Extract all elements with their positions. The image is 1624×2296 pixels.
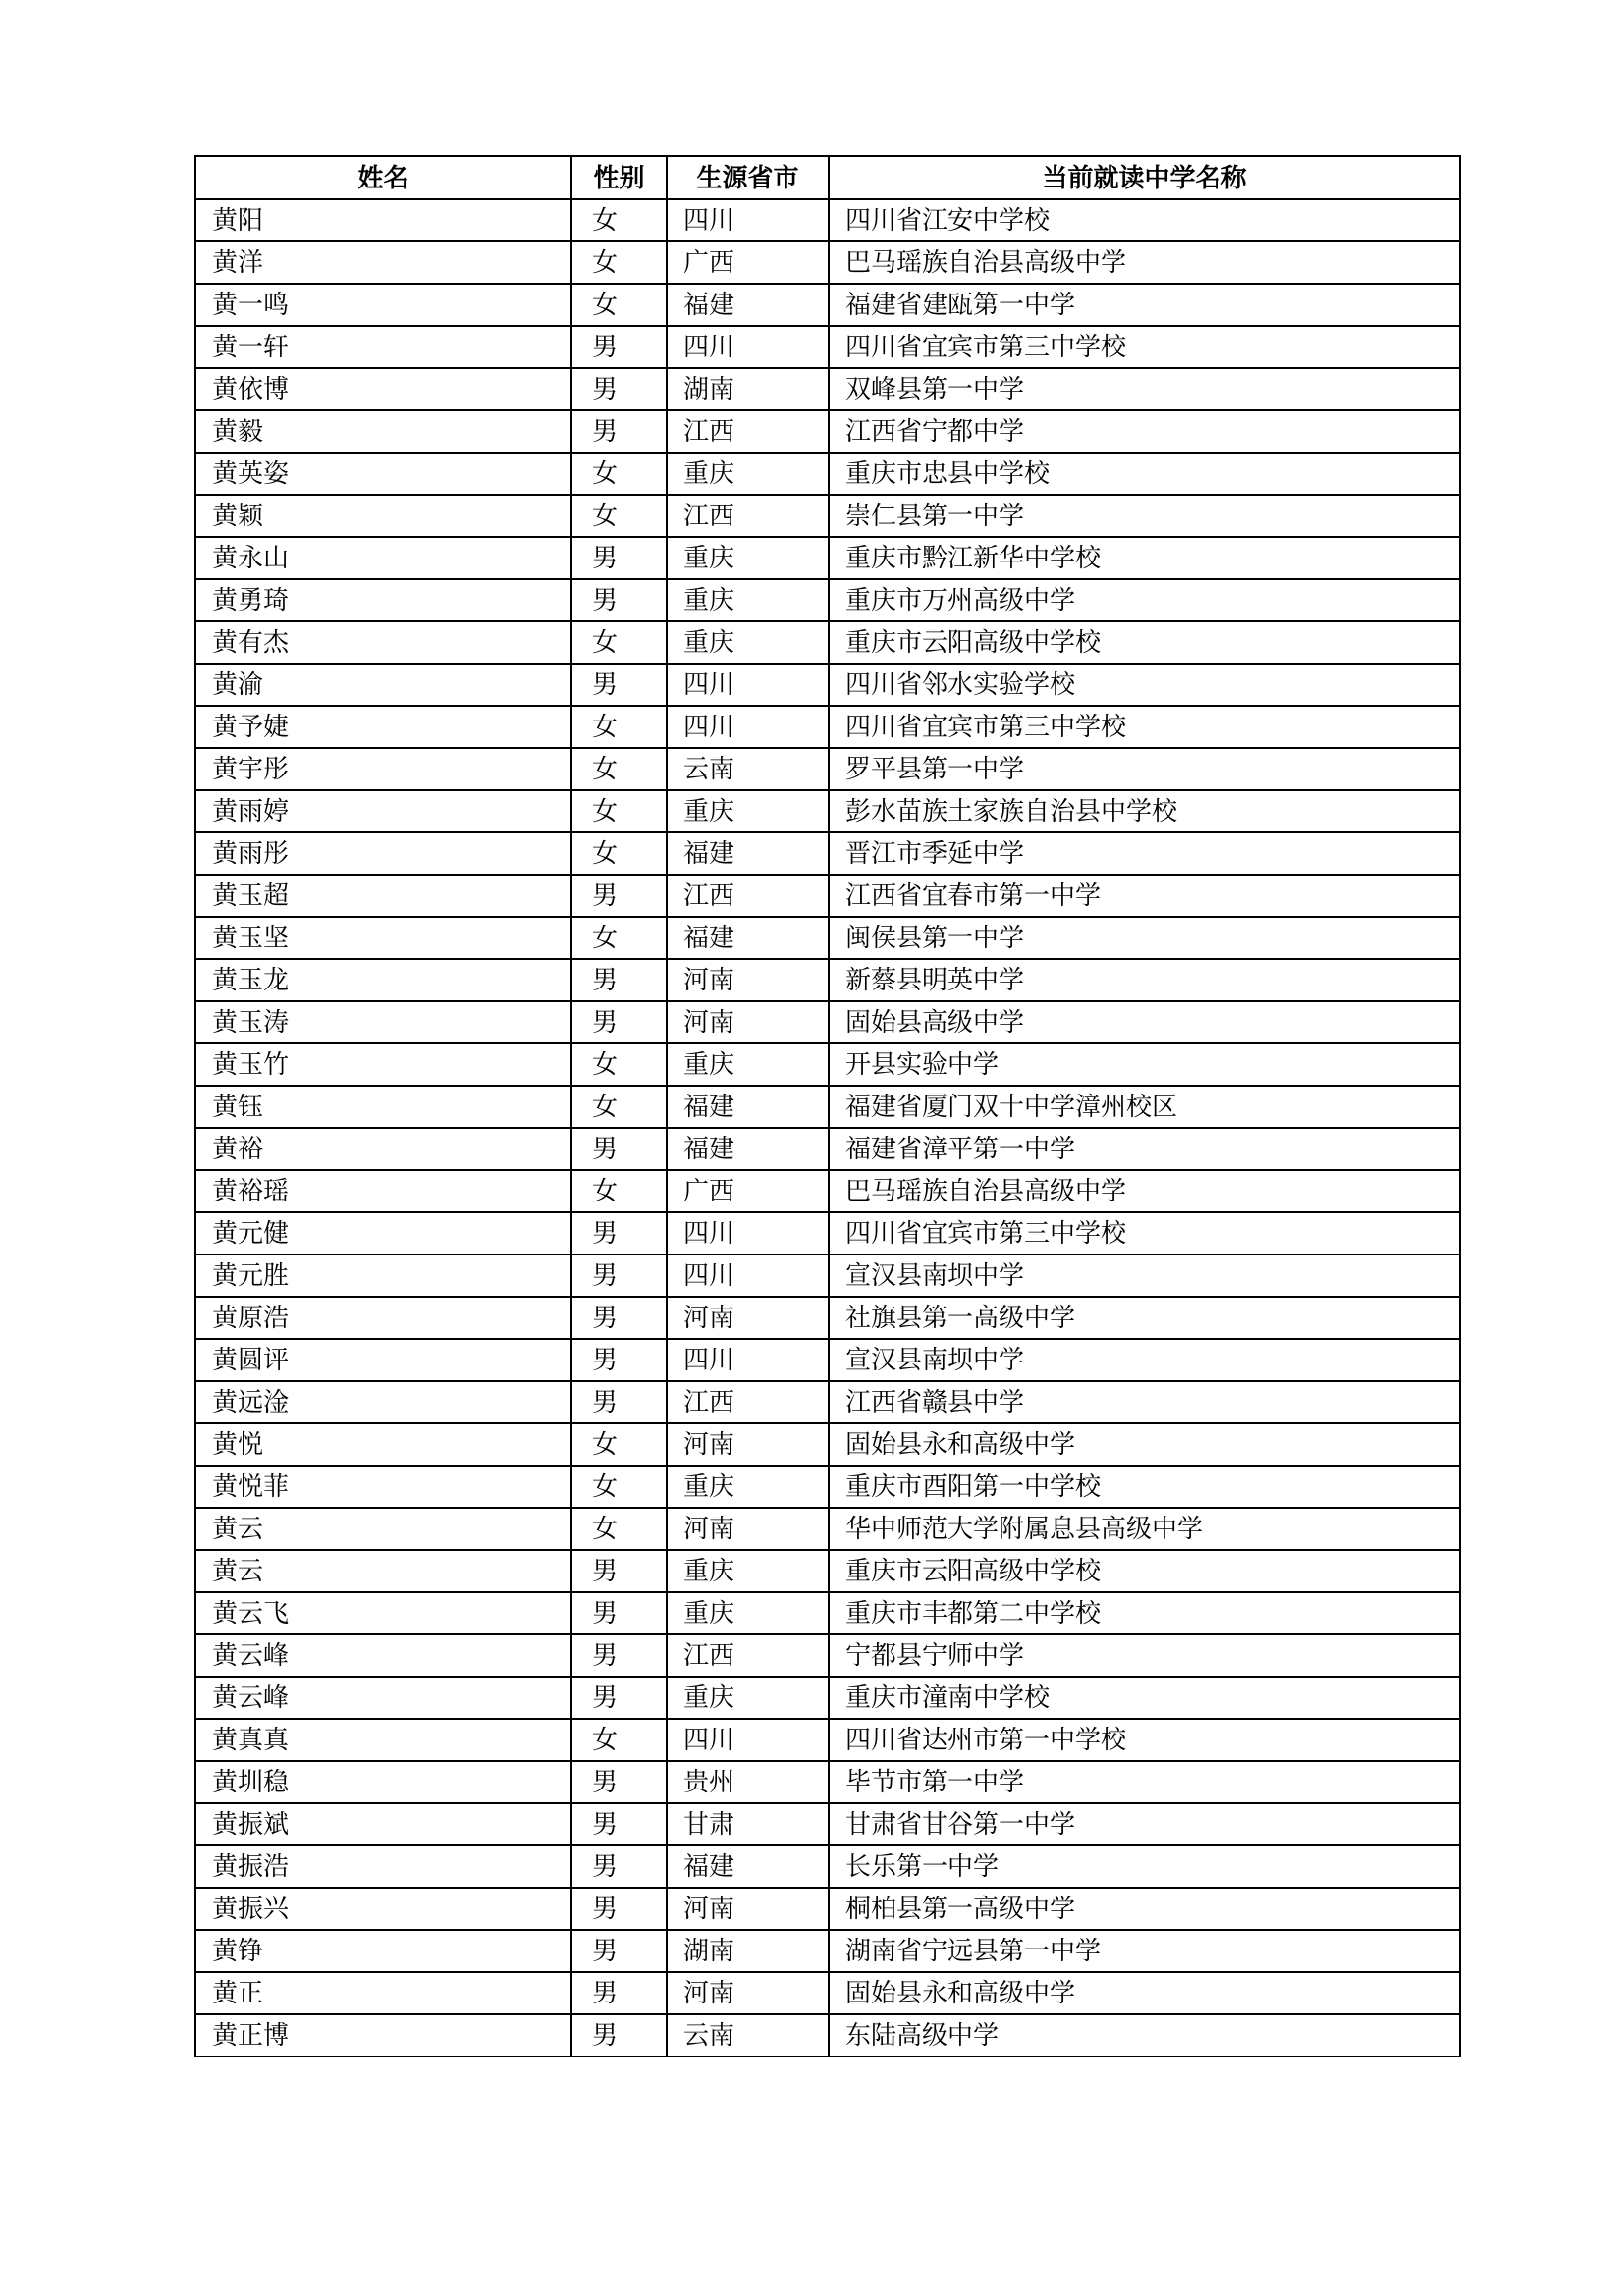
cell-province: 重庆: [667, 1043, 829, 1086]
cell-province: 云南: [667, 2014, 829, 2056]
cell-school: 宁都县宁师中学: [829, 1634, 1460, 1677]
cell-name: 黄裕: [195, 1128, 571, 1170]
cell-province: 河南: [667, 959, 829, 1001]
table-row: [195, 959, 1460, 1001]
cell-gender: 男: [571, 1255, 667, 1297]
cell-province: 湖南: [667, 1930, 829, 1972]
cell-gender: 女: [571, 199, 667, 241]
table-row: [195, 1001, 1460, 1043]
header-gender: 性别: [571, 156, 667, 199]
cell-name: 黄洋: [195, 241, 571, 284]
cell-province: 四川: [667, 1212, 829, 1255]
cell-province: 重庆: [667, 453, 829, 495]
table-row: [195, 790, 1460, 832]
table-body: [195, 199, 1460, 2056]
cell-name: 黄颖: [195, 495, 571, 537]
table-row: [195, 1550, 1460, 1592]
cell-name: 黄云飞: [195, 1592, 571, 1634]
cell-gender: 女: [571, 284, 667, 326]
cell-school: 四川省宜宾市第三中学校: [829, 1212, 1460, 1255]
cell-province: 甘肃: [667, 1803, 829, 1845]
table-row: [195, 1255, 1460, 1297]
table-row: [195, 368, 1460, 410]
cell-province: 四川: [667, 706, 829, 748]
cell-name: 黄勇琦: [195, 579, 571, 621]
cell-province: 福建: [667, 917, 829, 959]
cell-gender: 女: [571, 748, 667, 790]
cell-province: 广西: [667, 1170, 829, 1212]
table-row: [195, 1043, 1460, 1086]
cell-province: 河南: [667, 1508, 829, 1550]
cell-province: 江西: [667, 1381, 829, 1423]
cell-name: 黄有杰: [195, 621, 571, 664]
cell-gender: 男: [571, 1634, 667, 1677]
cell-school: 重庆市酉阳第一中学校: [829, 1466, 1460, 1508]
cell-name: 黄原浩: [195, 1297, 571, 1339]
table-row: [195, 495, 1460, 537]
cell-province: 河南: [667, 1972, 829, 2014]
table-row: [195, 1423, 1460, 1466]
cell-gender: 男: [571, 537, 667, 579]
cell-school: 桐柏县第一高级中学: [829, 1888, 1460, 1930]
cell-gender: 女: [571, 832, 667, 875]
table-row: [195, 1972, 1460, 2014]
cell-province: 重庆: [667, 1677, 829, 1719]
cell-province: 湖南: [667, 368, 829, 410]
cell-gender: 女: [571, 621, 667, 664]
cell-school: 四川省邻水实验学校: [829, 664, 1460, 706]
cell-school: 福建省漳平第一中学: [829, 1128, 1460, 1170]
table-row: [195, 410, 1460, 453]
cell-school: 四川省宜宾市第三中学校: [829, 326, 1460, 368]
cell-school: 新蔡县明英中学: [829, 959, 1460, 1001]
table-row: [195, 1761, 1460, 1803]
cell-school: 重庆市忠县中学校: [829, 453, 1460, 495]
table-row: [195, 1381, 1460, 1423]
cell-school: 四川省宜宾市第三中学校: [829, 706, 1460, 748]
cell-province: 四川: [667, 1719, 829, 1761]
cell-province: 江西: [667, 1634, 829, 1677]
cell-gender: 男: [571, 326, 667, 368]
cell-gender: 男: [571, 1297, 667, 1339]
cell-province: 河南: [667, 1297, 829, 1339]
cell-gender: 女: [571, 495, 667, 537]
cell-school: 重庆市云阳高级中学校: [829, 1550, 1460, 1592]
cell-province: 江西: [667, 875, 829, 917]
table-row: [195, 917, 1460, 959]
table-row: [195, 1339, 1460, 1381]
cell-gender: 男: [571, 1761, 667, 1803]
table-row: [195, 579, 1460, 621]
table-row: [195, 664, 1460, 706]
cell-gender: 女: [571, 1086, 667, 1128]
cell-name: 黄真真: [195, 1719, 571, 1761]
cell-name: 黄予婕: [195, 706, 571, 748]
cell-gender: 男: [571, 1212, 667, 1255]
cell-province: 重庆: [667, 790, 829, 832]
cell-school: 巴马瑶族自治县高级中学: [829, 241, 1460, 284]
cell-school: 重庆市黔江新华中学校: [829, 537, 1460, 579]
cell-name: 黄元健: [195, 1212, 571, 1255]
cell-province: 广西: [667, 241, 829, 284]
cell-gender: 男: [571, 1001, 667, 1043]
table-row: [195, 1170, 1460, 1212]
table-row: [195, 453, 1460, 495]
table-row: [195, 199, 1460, 241]
cell-gender: 男: [571, 1128, 667, 1170]
cell-gender: 男: [571, 1972, 667, 2014]
cell-gender: 男: [571, 1381, 667, 1423]
cell-province: 四川: [667, 1255, 829, 1297]
table-row: [195, 875, 1460, 917]
cell-school: 长乐第一中学: [829, 1845, 1460, 1888]
table-row: [195, 1466, 1460, 1508]
cell-province: 福建: [667, 832, 829, 875]
cell-gender: 男: [571, 1930, 667, 1972]
cell-gender: 男: [571, 1677, 667, 1719]
cell-school: 东陆高级中学: [829, 2014, 1460, 2056]
cell-school: 闽侯县第一中学: [829, 917, 1460, 959]
cell-school: 固始县永和高级中学: [829, 1423, 1460, 1466]
cell-gender: 男: [571, 664, 667, 706]
cell-province: 河南: [667, 1423, 829, 1466]
cell-name: 黄宇彤: [195, 748, 571, 790]
header-school: 当前就读中学名称: [829, 156, 1460, 199]
cell-province: 重庆: [667, 1466, 829, 1508]
cell-name: 黄渝: [195, 664, 571, 706]
cell-province: 贵州: [667, 1761, 829, 1803]
table-row: [195, 284, 1460, 326]
cell-gender: 男: [571, 1803, 667, 1845]
cell-name: 黄云峰: [195, 1634, 571, 1677]
cell-name: 黄远淦: [195, 1381, 571, 1423]
cell-gender: 女: [571, 1466, 667, 1508]
table-row: [195, 1086, 1460, 1128]
cell-name: 黄元胜: [195, 1255, 571, 1297]
cell-gender: 男: [571, 959, 667, 1001]
cell-name: 黄振斌: [195, 1803, 571, 1845]
cell-school: 巴马瑶族自治县高级中学: [829, 1170, 1460, 1212]
cell-province: 福建: [667, 284, 829, 326]
cell-gender: 男: [571, 368, 667, 410]
table-row: [195, 1508, 1460, 1550]
cell-province: 河南: [667, 1001, 829, 1043]
cell-name: 黄玉竹: [195, 1043, 571, 1086]
cell-name: 黄裕瑶: [195, 1170, 571, 1212]
cell-name: 黄依博: [195, 368, 571, 410]
cell-gender: 男: [571, 2014, 667, 2056]
cell-province: 河南: [667, 1888, 829, 1930]
cell-name: 黄振浩: [195, 1845, 571, 1888]
cell-province: 云南: [667, 748, 829, 790]
cell-province: 福建: [667, 1128, 829, 1170]
cell-school: 重庆市潼南中学校: [829, 1677, 1460, 1719]
cell-gender: 女: [571, 1508, 667, 1550]
cell-gender: 男: [571, 410, 667, 453]
cell-gender: 女: [571, 241, 667, 284]
cell-gender: 男: [571, 1550, 667, 1592]
cell-province: 重庆: [667, 1592, 829, 1634]
cell-name: 黄正博: [195, 2014, 571, 2056]
cell-name: 黄圳稳: [195, 1761, 571, 1803]
table-row: [195, 621, 1460, 664]
cell-name: 黄玉坚: [195, 917, 571, 959]
cell-province: 福建: [667, 1845, 829, 1888]
cell-gender: 女: [571, 453, 667, 495]
cell-school: 宣汉县南坝中学: [829, 1339, 1460, 1381]
cell-name: 黄悦: [195, 1423, 571, 1466]
cell-name: 黄云: [195, 1550, 571, 1592]
cell-school: 彭水苗族土家族自治县中学校: [829, 790, 1460, 832]
table-row: [195, 1634, 1460, 1677]
cell-province: 四川: [667, 326, 829, 368]
cell-name: 黄毅: [195, 410, 571, 453]
cell-name: 黄云峰: [195, 1677, 571, 1719]
cell-name: 黄阳: [195, 199, 571, 241]
cell-province: 江西: [667, 495, 829, 537]
cell-name: 黄玉超: [195, 875, 571, 917]
cell-school: 双峰县第一中学: [829, 368, 1460, 410]
cell-school: 江西省赣县中学: [829, 1381, 1460, 1423]
table-row: [195, 1888, 1460, 1930]
cell-name: 黄玉龙: [195, 959, 571, 1001]
cell-name: 黄振兴: [195, 1888, 571, 1930]
cell-name: 黄云: [195, 1508, 571, 1550]
cell-school: 社旗县第一高级中学: [829, 1297, 1460, 1339]
table-row: [195, 1719, 1460, 1761]
cell-name: 黄一轩: [195, 326, 571, 368]
cell-name: 黄雨婷: [195, 790, 571, 832]
cell-name: 黄一鸣: [195, 284, 571, 326]
table-row: [195, 1128, 1460, 1170]
cell-gender: 男: [571, 1845, 667, 1888]
cell-name: 黄悦菲: [195, 1466, 571, 1508]
header-name: 姓名: [195, 156, 571, 199]
table-row: [195, 241, 1460, 284]
cell-school: 毕节市第一中学: [829, 1761, 1460, 1803]
cell-name: 黄玉涛: [195, 1001, 571, 1043]
cell-name: 黄英姿: [195, 453, 571, 495]
cell-gender: 男: [571, 1888, 667, 1930]
cell-school: 四川省江安中学校: [829, 199, 1460, 241]
table-row: [195, 1845, 1460, 1888]
cell-gender: 女: [571, 790, 667, 832]
table-row: [195, 326, 1460, 368]
table-row: [195, 537, 1460, 579]
cell-name: 黄正: [195, 1972, 571, 2014]
cell-province: 重庆: [667, 1550, 829, 1592]
cell-school: 固始县高级中学: [829, 1001, 1460, 1043]
cell-gender: 女: [571, 1170, 667, 1212]
table-row: [195, 1677, 1460, 1719]
cell-province: 四川: [667, 199, 829, 241]
table-row: [195, 1297, 1460, 1339]
cell-name: 黄钰: [195, 1086, 571, 1128]
table-header-row: [195, 156, 1460, 199]
table-row: [195, 2014, 1460, 2056]
cell-gender: 女: [571, 917, 667, 959]
table-row: [195, 1212, 1460, 1255]
cell-school: 开县实验中学: [829, 1043, 1460, 1086]
cell-gender: 女: [571, 1719, 667, 1761]
cell-province: 江西: [667, 410, 829, 453]
cell-province: 四川: [667, 664, 829, 706]
table-row: [195, 706, 1460, 748]
cell-school: 华中师范大学附属息县高级中学: [829, 1508, 1460, 1550]
cell-name: 黄圆评: [195, 1339, 571, 1381]
cell-school: 重庆市云阳高级中学校: [829, 621, 1460, 664]
cell-school: 重庆市丰都第二中学校: [829, 1592, 1460, 1634]
cell-province: 四川: [667, 1339, 829, 1381]
cell-school: 江西省宁都中学: [829, 410, 1460, 453]
cell-name: 黄铮: [195, 1930, 571, 1972]
cell-school: 崇仁县第一中学: [829, 495, 1460, 537]
cell-school: 晋江市季延中学: [829, 832, 1460, 875]
cell-gender: 男: [571, 579, 667, 621]
cell-gender: 女: [571, 1043, 667, 1086]
cell-province: 重庆: [667, 621, 829, 664]
header-province: 生源省市: [667, 156, 829, 199]
cell-gender: 女: [571, 1423, 667, 1466]
table-row: [195, 1930, 1460, 1972]
cell-school: 甘肃省甘谷第一中学: [829, 1803, 1460, 1845]
cell-school: 江西省宜春市第一中学: [829, 875, 1460, 917]
cell-school: 福建省建瓯第一中学: [829, 284, 1460, 326]
cell-gender: 女: [571, 706, 667, 748]
table-row: [195, 1592, 1460, 1634]
cell-school: 福建省厦门双十中学漳州校区: [829, 1086, 1460, 1128]
student-table: [194, 155, 1461, 2057]
cell-school: 湖南省宁远县第一中学: [829, 1930, 1460, 1972]
cell-province: 重庆: [667, 537, 829, 579]
cell-school: 固始县永和高级中学: [829, 1972, 1460, 2014]
cell-gender: 男: [571, 1339, 667, 1381]
cell-province: 福建: [667, 1086, 829, 1128]
table-row: [195, 748, 1460, 790]
cell-gender: 男: [571, 875, 667, 917]
table-row: [195, 832, 1460, 875]
cell-school: 四川省达州市第一中学校: [829, 1719, 1460, 1761]
cell-school: 宣汉县南坝中学: [829, 1255, 1460, 1297]
cell-province: 重庆: [667, 579, 829, 621]
table-row: [195, 1803, 1460, 1845]
cell-school: 罗平县第一中学: [829, 748, 1460, 790]
cell-name: 黄永山: [195, 537, 571, 579]
cell-name: 黄雨彤: [195, 832, 571, 875]
cell-school: 重庆市万州高级中学: [829, 579, 1460, 621]
cell-gender: 男: [571, 1592, 667, 1634]
